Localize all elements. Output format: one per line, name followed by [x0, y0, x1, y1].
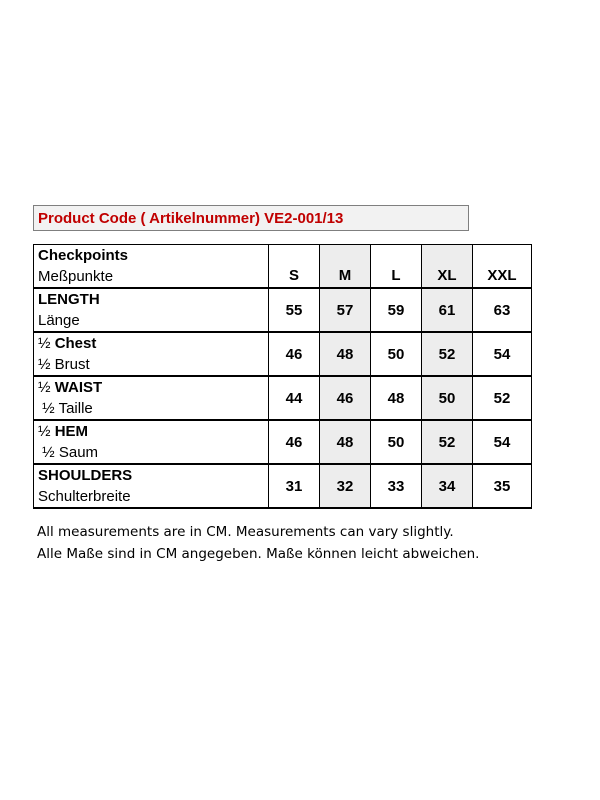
value-cell: 46: [269, 420, 320, 464]
value-cell: 46: [320, 376, 371, 420]
row-label-hem: [34, 420, 269, 464]
note-german: Alle Maße sind in CM angegeben. Maße können leicht abweichen.: [37, 546, 480, 562]
value-cell: 59: [371, 288, 422, 332]
measurement-notes: [37, 521, 479, 565]
checkpoints-label-en: Checkpoints: [38, 247, 129, 264]
value-cell: 52: [422, 420, 473, 464]
row-label-frac: ½: [38, 423, 55, 440]
row-label-en: SHOULDERS: [38, 467, 133, 484]
row-label-en: LENGTH: [38, 291, 100, 308]
value-cell: 34: [422, 464, 473, 508]
product-code-title: Product Code ( Artikelnummer) VE2-001/13: [33, 205, 469, 231]
table-row: [34, 464, 532, 508]
table-header-row: [34, 245, 532, 289]
row-label-chest: [34, 332, 269, 376]
value-cell: 50: [422, 376, 473, 420]
value-cell: 61: [422, 288, 473, 332]
table-row: [34, 332, 532, 376]
value-cell: 52: [422, 332, 473, 376]
row-label-de: ½ Taille: [38, 400, 93, 417]
row-label-waist: [34, 376, 269, 420]
size-header-xl: XL: [422, 245, 473, 289]
value-cell: 54: [473, 332, 532, 376]
size-header-m: M: [320, 245, 371, 289]
value-cell: 46: [269, 332, 320, 376]
value-cell: 57: [320, 288, 371, 332]
row-label-en: HEM: [54, 423, 89, 440]
size-chart-table: [33, 244, 532, 509]
row-label-shoulders: [34, 464, 269, 508]
value-cell: 32: [320, 464, 371, 508]
value-cell: 33: [371, 464, 422, 508]
size-header-xxl: XXL: [473, 245, 532, 289]
table-row: [34, 376, 532, 420]
row-label-en: Chest: [54, 335, 97, 352]
value-cell: 50: [371, 420, 422, 464]
value-cell: 52: [473, 376, 532, 420]
table-row: [34, 288, 532, 332]
value-cell: 48: [320, 332, 371, 376]
value-cell: 48: [320, 420, 371, 464]
value-cell: 31: [269, 464, 320, 508]
row-label-de: ½ Saum: [38, 444, 99, 461]
value-cell: 54: [473, 420, 532, 464]
row-label-de: Schulterbreite: [38, 488, 131, 505]
value-cell: 44: [269, 376, 320, 420]
value-cell: 55: [269, 288, 320, 332]
size-header-s: S: [269, 245, 320, 289]
checkpoints-label-de: Meßpunkte: [38, 268, 114, 285]
size-header-l: L: [371, 245, 422, 289]
value-cell: 50: [371, 332, 422, 376]
row-label-frac: ½: [38, 379, 55, 396]
note-english: All measurements are in CM. Measurements can vary slightly.: [37, 524, 454, 540]
row-label-de: Länge: [38, 312, 80, 329]
value-cell: 35: [473, 464, 532, 508]
table-row: [34, 420, 532, 464]
value-cell: 63: [473, 288, 532, 332]
row-label-en: WAIST: [54, 379, 103, 396]
checkpoints-header: [34, 245, 269, 289]
value-cell: 48: [371, 376, 422, 420]
row-label-frac: ½: [38, 335, 55, 352]
row-label-length: [34, 288, 269, 332]
row-label-de: ½ Brust: [38, 356, 90, 373]
